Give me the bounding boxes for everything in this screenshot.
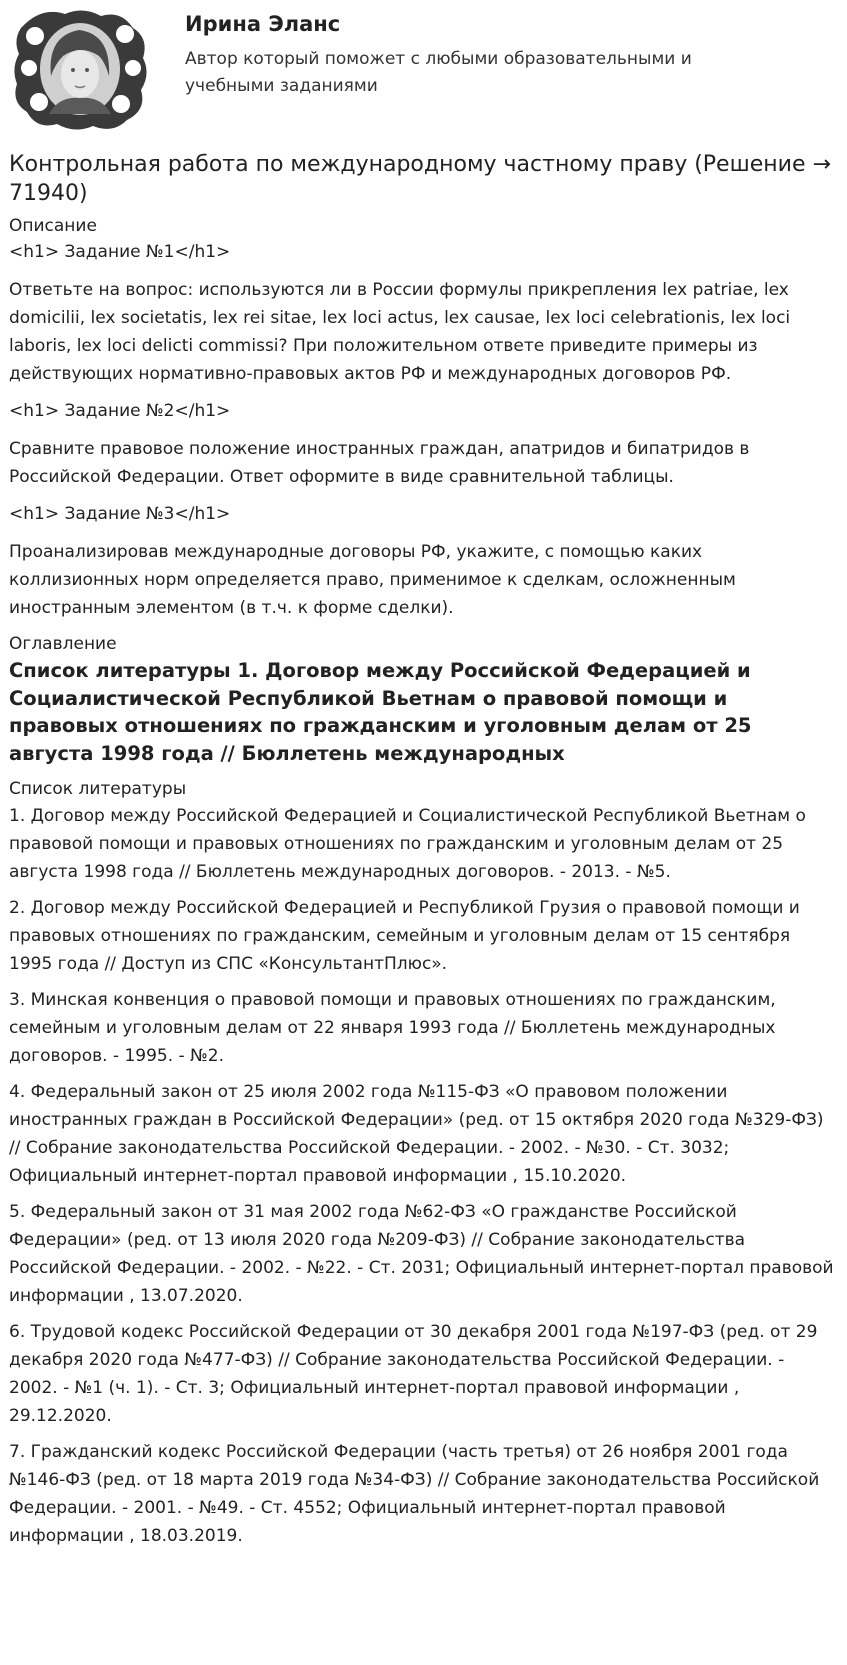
reference-item: 4. Федеральный закон от 25 июля 2002 года №115-ФЗ «О правовом положении иностранных граждан в Российской Федерации» (ред. от 15 октября 2020 года №329-ФЗ) // Собрание законодательства Российской Федерации. - 2002. - №30. - Ст. 3032; Официальный интернет-портал правовой информации , 15.10.2020.	[9, 1082, 824, 1186]
reference-item: 3. Минская конвенция о правовой помощи и правовых отношениях по гражданским, семейным и уголовным делам от 22 января 1993 года // Бюллетень международных договоров. - 1995. - №2.	[9, 990, 776, 1066]
reference-item: 2. Договор между Российской Федерацией и Республикой Грузия о правовой помощи и правовых отношениях по гражданским, семейным и уголовным делам от 15 сентября 1995 года // Доступ из СПС «КонсультантПлюс».	[9, 898, 800, 974]
author-header	[9, 6, 837, 136]
author-info	[185, 6, 785, 100]
description-label: Описание	[9, 216, 97, 236]
reference-item: 5. Федеральный закон от 31 мая 2002 года №62-ФЗ «О гражданстве Российской Федерации» (ред. от 13 июля 2020 года №209-ФЗ) // Собрание законодательства Российской Федерации. - 2002. - №22. - Ст. 2031; Официальный интернет-портал правовой информации , 13.07.2020.	[9, 1202, 834, 1306]
author-description: Автор который поможет с любыми образовательными и учебными заданиями	[185, 49, 692, 96]
task-1-heading: <h1> Задание №1</h1>	[9, 242, 231, 262]
references-label: Список литературы	[9, 779, 187, 799]
reference-item: 7. Гражданский кодекс Российской Федерации (часть третья) от 26 ноября 2001 года №146-ФЗ (ред. от 18 марта 2019 года №34-ФЗ) // Собрание законодательства Российской Федерации. - 2001. - №49. - Ст. 4552; Официальный интернет-портал правовой информации , 18.03.2019.	[9, 1442, 820, 1546]
toc-text: Список литературы 1. Договор между Российской Федерацией и Социалистической Республикой Вьетнам о правовой помощи и правовых отношениях по гражданским и уголовным делам от 25 августа 1998 года // Бюллетень международных	[9, 659, 752, 765]
avatar-photo-icon	[9, 6, 151, 132]
task-3-text: Проанализировав международные договоры РФ, укажите, с помощью каких коллизионных норм определяется право, применимое к сделкам, осложненным иностранным элементом (в т.ч. к форме сделки).	[9, 542, 736, 618]
document-title: Контрольная работа по международному частному праву (Решение → 71940)	[9, 152, 831, 206]
task-3-heading: <h1> Задание №3</h1>	[9, 504, 231, 524]
toc-label: Оглавление	[9, 634, 117, 654]
reference-item: 1. Договор между Российской Федерацией и Социалистической Республикой Вьетнам о правовой помощи и правовых отношениях по гражданским и уголовным делам от 25 августа 1998 года // Бюллетень международных договоров. - 2013. - №5.	[9, 806, 806, 882]
task-2-text: Сравните правовое положение иностранных граждан, апатридов и бипатридов в Российской Федерации. Ответ оформите в виде сравнительной таблицы.	[9, 439, 750, 487]
author-name[interactable]: Ирина Эланс	[185, 12, 341, 36]
reference-item: 6. Трудовой кодекс Российской Федерации от 30 декабря 2001 года №197-ФЗ (ред. от 29 декабря 2020 года №477-ФЗ) // Собрание законодательства Российской Федерации. - 2002. - №1 (ч. 1). - Ст. 3; Официальный интернет-портал правовой информации , 29.12.2020.	[9, 1322, 818, 1426]
task-1-text: Ответьте на вопрос: используются ли в России формулы прикрепления lex patriae, lex domicilii, lex societatis, lex rei sitae, lex loci actus, lex causae, lex loci celebrationis, lex loci laboris, lex loci delicti commissi? При положительном ответе приведите примеры из действующих нормативно-правовых актов РФ и международных договоров РФ.	[9, 280, 791, 384]
task-2-heading: <h1> Задание №2</h1>	[9, 401, 231, 421]
author-avatar[interactable]	[9, 6, 151, 132]
